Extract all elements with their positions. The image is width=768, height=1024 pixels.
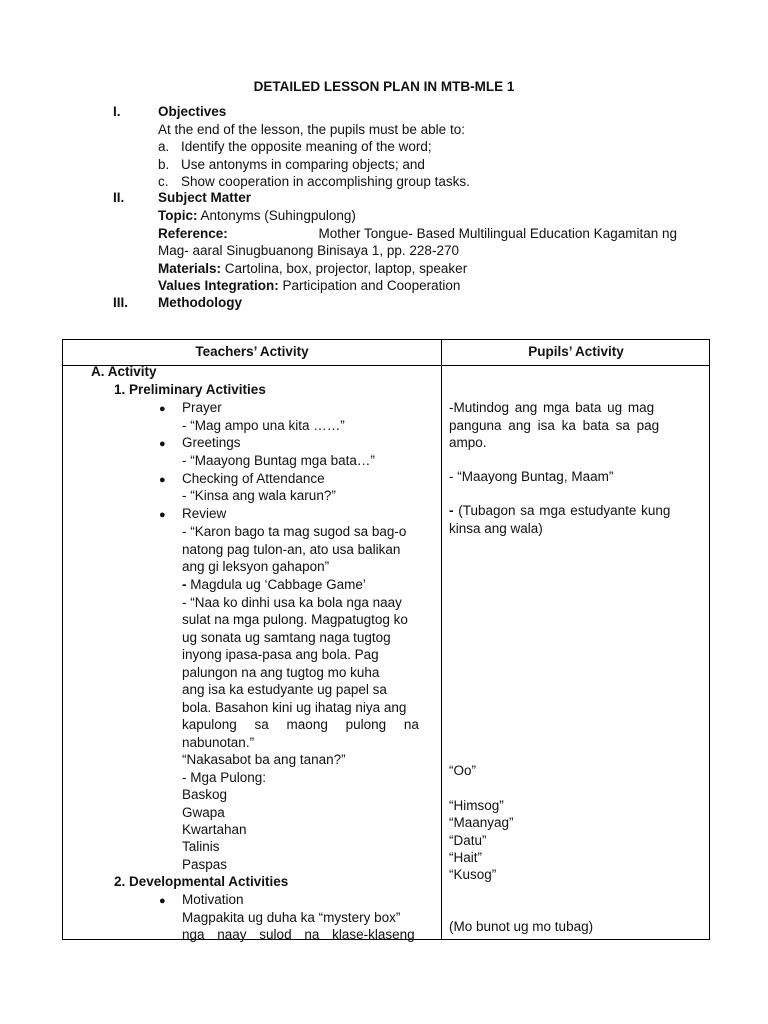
- bullet-icon: ●: [159, 895, 166, 907]
- developmental-heading: 2. Developmental Activities: [114, 874, 289, 889]
- pupil-response: panguna ang isa ka bata sa pag: [449, 418, 660, 433]
- pupil-response: “Oo”: [449, 763, 476, 778]
- game-text: nabunotan.”: [182, 735, 255, 750]
- header-divider: [63, 365, 709, 366]
- game-title: - Magdula ug ‘Cabbage Game’: [182, 577, 366, 592]
- reference-line: Reference: Mother Tongue- Based Multilingual Education Kagamitan ng: [158, 226, 677, 241]
- game-text: ang isa ka estudyante ug papel sa: [182, 682, 387, 697]
- pupil-response: (Mo bunot ug mo tubag): [449, 919, 594, 934]
- pupils-column-header: Pupils’ Activity: [528, 344, 624, 359]
- teacher-column-header: Teachers’ Activity: [195, 344, 309, 359]
- pupil-response: - “Maayong Buntag, Maam”: [449, 469, 614, 484]
- activity-table: [62, 339, 710, 940]
- pupil-answer: “Kusog”: [449, 867, 497, 882]
- game-text: kapulong sa maong pulong na: [182, 717, 419, 732]
- objectives-heading: Objectives: [158, 104, 227, 119]
- activity-heading: A. Activity: [91, 364, 157, 379]
- bullet-icon: ●: [159, 509, 166, 521]
- topic-line: Topic: Antonyms (Suhingpulong): [158, 208, 356, 223]
- bullet-icon: ●: [159, 474, 166, 486]
- materials-line: Materials: Cartolina, box, projector, laptop, speaker: [158, 261, 468, 276]
- review-text: natong pag tulon-an, ato usa balikan: [182, 542, 401, 557]
- attendance-quote: - “Kinsa ang wala karun?”: [182, 488, 336, 503]
- preliminary-heading: 1. Preliminary Activities: [114, 382, 266, 397]
- game-text: palungon na ang tugtog mo kuha: [182, 665, 380, 680]
- prayer-quote: - “Mag ampo una kita ……”: [182, 418, 345, 433]
- pupil-response: kinsa ang wala): [449, 521, 543, 536]
- motivation-label: Motivation: [182, 892, 244, 907]
- subject-heading: Subject Matter: [158, 190, 252, 205]
- pupil-response: ampo.: [449, 435, 487, 450]
- column-divider: [441, 340, 442, 939]
- values-line: Values Integration: Participation and Cooperation: [158, 278, 461, 293]
- methodology-heading: Methodology: [158, 295, 242, 310]
- review-text: - “Karon bago ta mag sugod sa bag-o: [182, 524, 407, 539]
- objective-item: c. Show cooperation in accomplishing group tasks.: [158, 174, 470, 189]
- motivation-text: Magpakita ug duha ka “mystery box”: [182, 910, 401, 925]
- game-text: ug sonata ug samtang naga tugtog: [182, 630, 391, 645]
- greetings-quote: - “Maayong Buntag mga bata…”: [182, 453, 375, 468]
- pupil-response: -Mutindog ang mga bata ug mag: [449, 400, 655, 415]
- subject-number: II.: [113, 190, 125, 205]
- word-item: Baskog: [182, 787, 228, 802]
- words-label: - Mga Pulong:: [182, 770, 267, 785]
- word-item: Paspas: [182, 857, 228, 872]
- game-text: sulat na mga pulong. Magpatugtog ko: [182, 612, 408, 627]
- reference-line-2: Mag- aaral Sinugbuanong Binisaya 1, pp. 228-270: [158, 243, 459, 258]
- pupil-answer: “Hait”: [449, 850, 482, 865]
- objectives-number: I.: [113, 104, 121, 119]
- prayer-label: Prayer: [182, 400, 222, 415]
- methodology-number: III.: [113, 295, 129, 310]
- game-text: inyong ipasa-pasa ang bola. Pag: [182, 647, 379, 662]
- objectives-intro: At the end of the lesson, the pupils must be able to:: [158, 122, 465, 137]
- game-text: bola. Basahon kini ug ihatag niya ang: [182, 700, 407, 715]
- bullet-icon: ●: [159, 403, 166, 415]
- pupil-answer: “Himsog”: [449, 798, 504, 813]
- review-text: ang gi leksyon gahapon”: [182, 559, 330, 574]
- pupil-answer: “Datu”: [449, 833, 487, 848]
- word-item: Kwartahan: [182, 822, 247, 837]
- game-text: - “Naa ko dinhi usa ka bola nga naay: [182, 595, 402, 610]
- understood-question: “Nakasabot ba ang tanan?”: [182, 752, 346, 767]
- pupil-response: - (Tubagon sa mga estudyante kung: [449, 503, 671, 518]
- greetings-label: Greetings: [182, 435, 241, 450]
- page-title: DETAILED LESSON PLAN IN MTB-MLE 1: [253, 79, 515, 94]
- bullet-icon: ●: [159, 438, 166, 450]
- review-label: Review: [182, 506, 227, 521]
- objective-item: b. Use antonyms in comparing objects; and: [158, 157, 425, 172]
- word-item: Talinis: [182, 839, 220, 854]
- word-item: Gwapa: [182, 805, 225, 820]
- attendance-label: Checking of Attendance: [182, 471, 325, 486]
- pupil-answer: “Maanyag”: [449, 815, 514, 830]
- objective-item: a. Identify the opposite meaning of the word;: [158, 139, 432, 154]
- motivation-text: nga naay sulod na klase-klaseng: [182, 927, 415, 942]
